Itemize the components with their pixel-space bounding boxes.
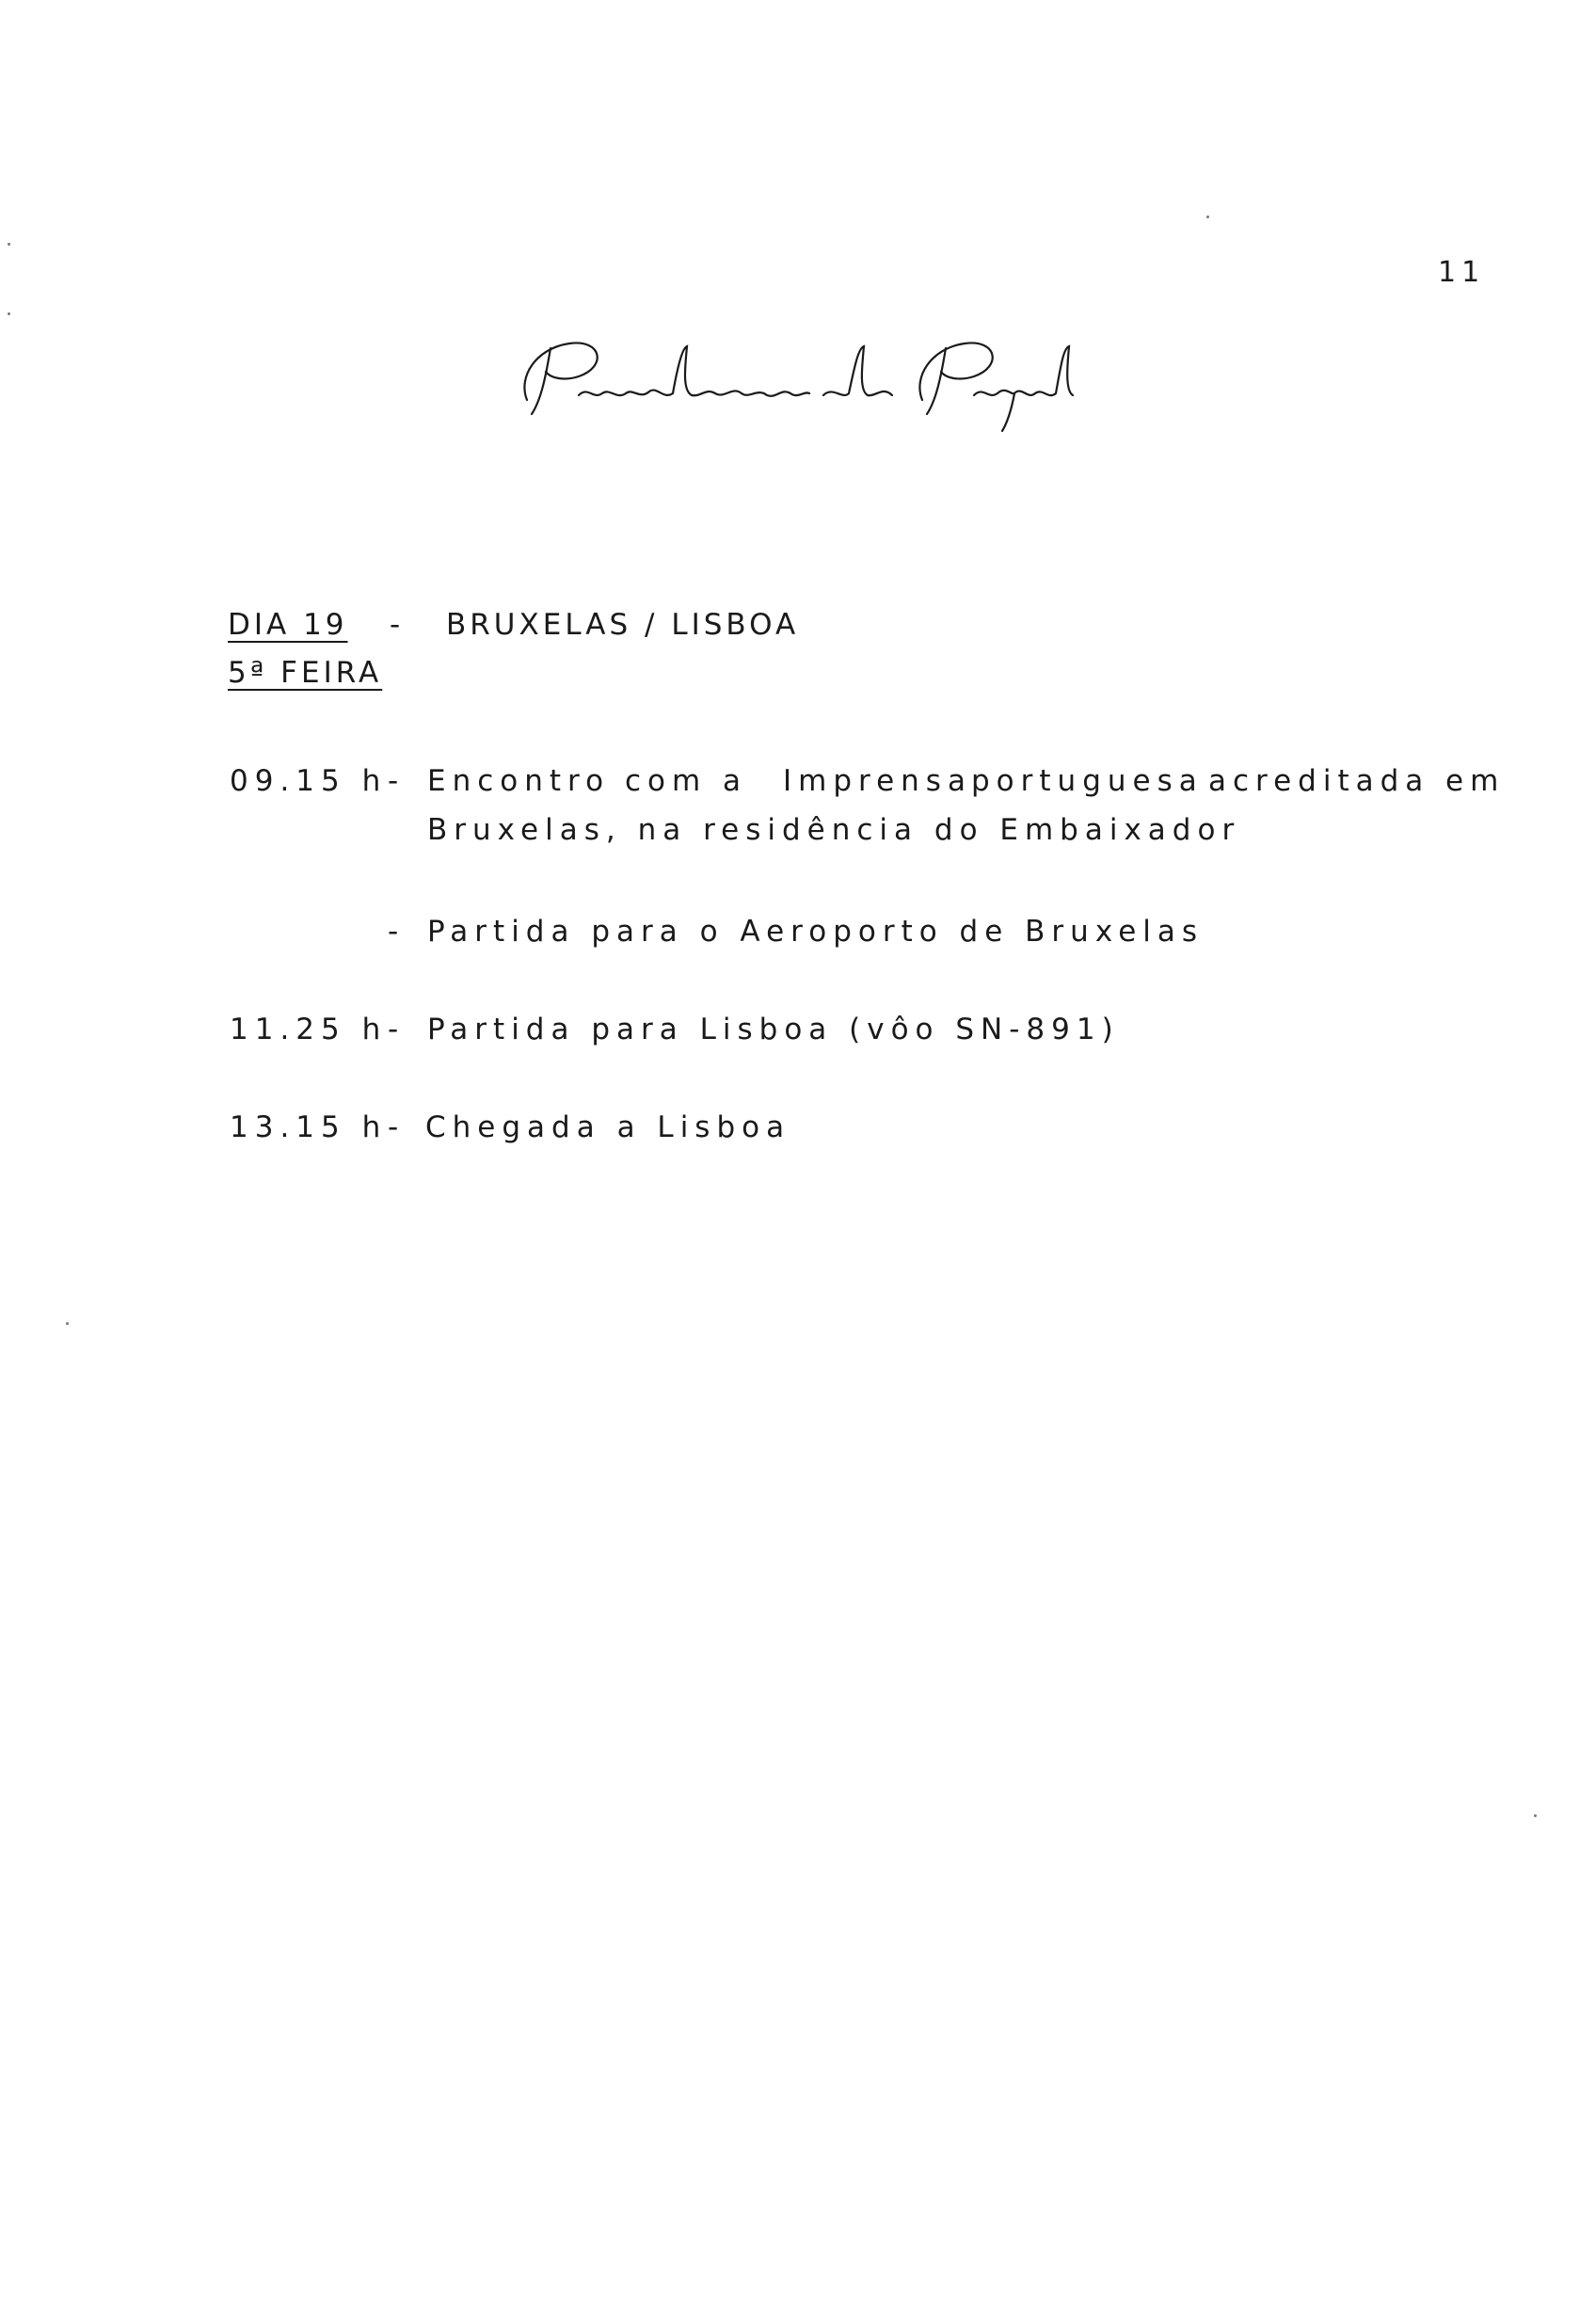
schedule-text-3: Partida para Lisboa (vôo SN-891) [427,1013,1120,1046]
schedule-dash-1: - [388,764,403,798]
scan-speck [1534,1814,1537,1817]
scan-speck [8,312,10,315]
scan-speck [1206,216,1209,218]
schedule-word: Encontro [427,764,611,798]
route-label: BRUXELAS / LISBOA [446,608,800,642]
schedule-time-1: 09.15 h [230,764,388,798]
scan-speck [8,243,10,246]
schedule-word: em [1445,764,1506,798]
schedule-word: portuguesa [971,764,1204,798]
header-dash: - [390,608,405,642]
schedule-word: Imprensa [783,764,972,798]
weekday-label: 5ª FEIRA [228,656,383,690]
scan-speck [66,1322,69,1325]
schedule-dash-3: - [388,1013,403,1046]
schedule-text-1-line2: Bruxelas, na residência do Embaixador [427,813,1241,847]
schedule-text-2: Partida para o Aeroporto de Bruxelas [427,915,1205,949]
schedule-time-3: 11.25 h [230,1013,388,1046]
schedule-word: acreditada [1208,764,1430,798]
day-label: DIA 19 [228,608,348,642]
schedule-word: com [625,764,708,798]
schedule-word: a [723,764,747,798]
page-number: 11 [1438,256,1486,289]
schedule-dash-2: - [388,915,403,949]
schedule-time-4: 13.15 h [230,1110,388,1144]
letterhead-script-logo [499,311,1082,433]
schedule-text-4: Chegada a Lisboa [425,1110,791,1144]
schedule-dash-4: - [388,1110,403,1144]
